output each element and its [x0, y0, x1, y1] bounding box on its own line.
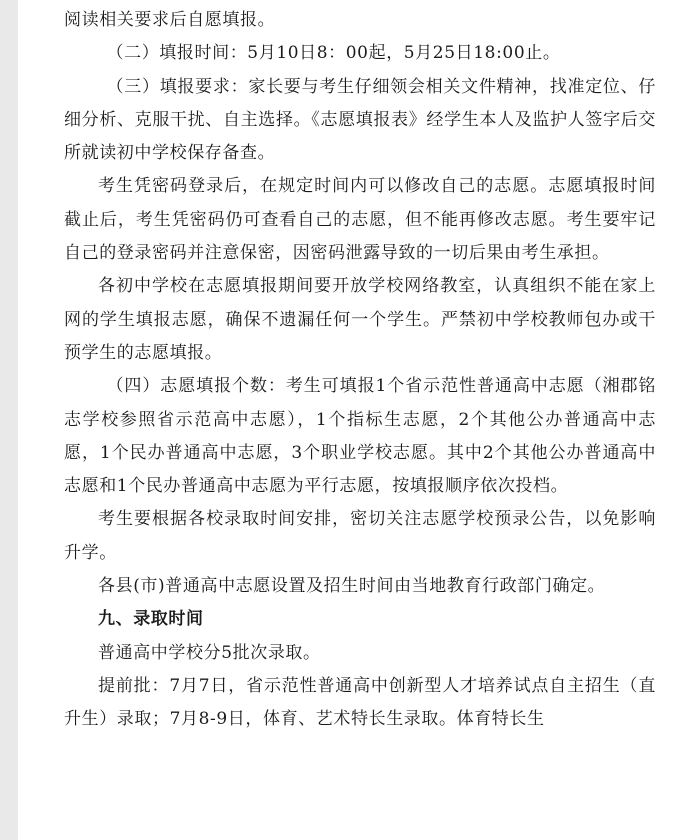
paragraph-choice-count: （四）志愿填报个数：考生可填报1个省示范性普通高中志愿（湘郡铭志学校参照省示范高中志愿），1个指标生志愿，2个其他公办普通高中志愿，1个民办普通高中志愿，3个职业学校志愿。其中2个其他公办普通高中志愿和1个民办普通高中志愿为平行志愿，按填报顺序依次投档。	[64, 376, 656, 497]
paragraph-password-login: 考生凭密码登录后，在规定时间内可以修改自己的志愿。志愿填报时间截止后，考生凭密码仍可查看自己的志愿，但不能再修改志愿。考生要牢记自己的登录密码并注意保密，因密码泄露导致的一切后果由考生承担。	[64, 176, 656, 264]
paragraph-school-classroom: 各初中学校在志愿填报期间要开放学校网络教室，认真组织不能在家上网的学生填报志愿，确保不遗漏任何一个学生。严禁初中学校教师包办或干预学生的志愿填报。	[64, 276, 656, 363]
section-heading-admission-time: 九、录取时间	[98, 609, 204, 630]
paragraph-early-batch: 提前批：7月7日，省示范性普通高中创新型人才培养试点自主招生（直升生）录取；7月8-9日，体育、艺术特长生录取。体育特长生	[64, 675, 656, 730]
paragraph-filing-requirements: （三）填报要求：家长要与考生仔细领会相关文件精神，找准定位、仔细分析、克服干扰、自主选择。《志愿填报表》经学生本人及监护人签字后交所就读初中学校保存备查。	[64, 76, 656, 164]
document-body	[64, 4, 656, 737]
document-page	[18, 0, 695, 840]
paragraph-1: 阅读相关要求后自愿填报。	[64, 10, 276, 30]
paragraph-county-settings: 各县(市)普通高中志愿设置及招生时间由当地教育行政部门确定。	[98, 576, 606, 597]
paragraph-admission-schedule: 考生要根据各校录取时间安排，密切关注志愿学校预录公告，以免影响升学。	[64, 509, 656, 563]
paragraph-batches: 普通高中学校分5批次录取。	[98, 642, 321, 663]
paragraph-filing-time: （二）填报时间：5月10日8：00起，5月25日18:00止。	[106, 43, 561, 64]
